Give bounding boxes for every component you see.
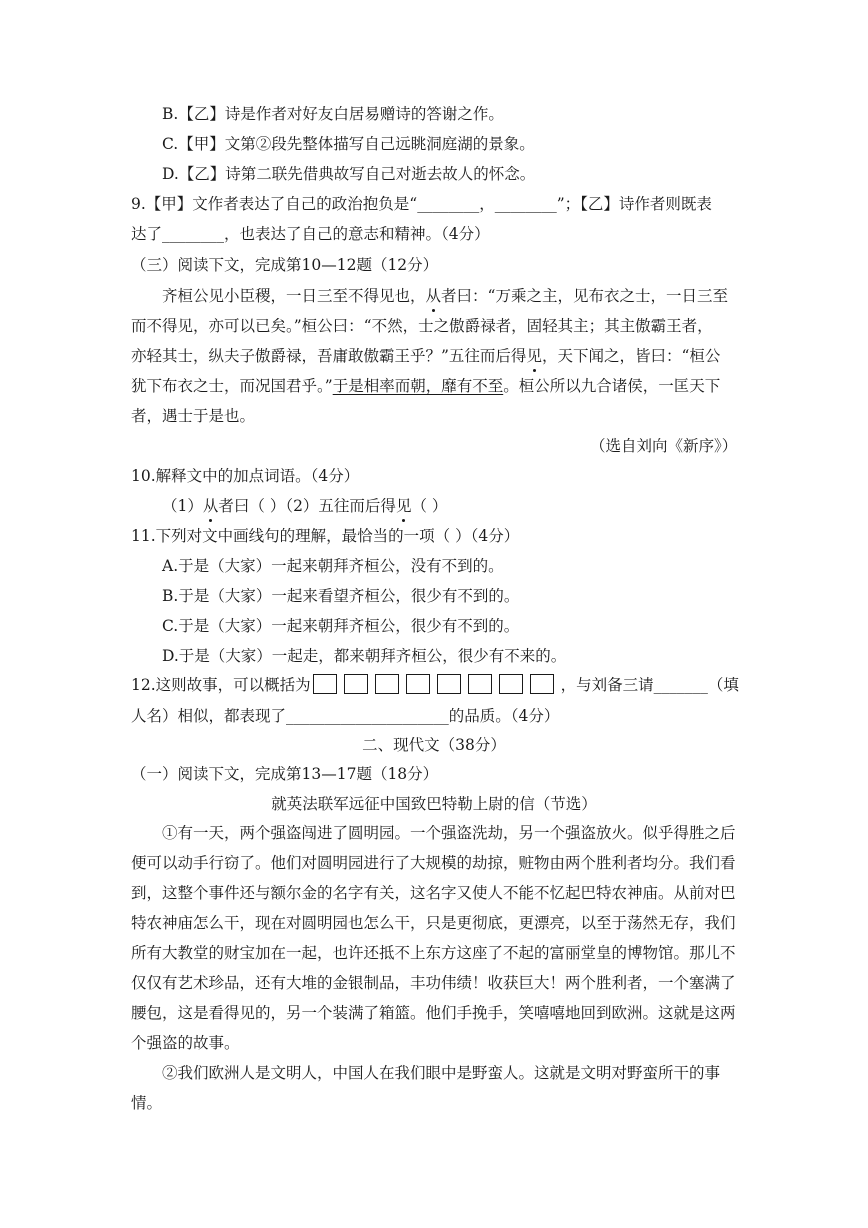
article-title: 就英法联军远征中国致巴特勒上尉的信（节选） <box>271 795 597 813</box>
q11-option-a: A.于是（大家）一起来朝拜齐桓公，没有不到的。 <box>162 557 504 575</box>
dotted-word-cong: 从 <box>202 497 219 515</box>
q12-line-1 <box>131 674 739 696</box>
passage-source: （选自刘向《新序》） <box>590 437 738 455</box>
answer-box[interactable] <box>344 674 368 694</box>
passage-text: 犹下布衣之士，而况国君乎。” <box>131 377 333 395</box>
q12-lead: 12.这则故事，可以概括为 <box>131 676 311 694</box>
dotted-word-jian: 见 <box>526 347 542 365</box>
dotted-word-jian: 见 <box>395 497 412 515</box>
passage-text: 者曰：“万乘之主，见布衣之士，一日三至 <box>441 287 728 305</box>
q9-line-2: 达了________，也表达了自己的意志和精神。（4分） <box>131 225 490 243</box>
q8-option-c: C.【甲】文第②段先整体描写自己远眺洞庭湖的景象。 <box>162 135 535 153</box>
answer-box[interactable] <box>468 674 492 694</box>
passage-line-5: 者，遇士于是也。 <box>131 407 256 425</box>
q12-tail: ，与刘备三请_______（填 <box>560 676 739 694</box>
passage-text: 亦轻其士，纵夫子傲爵禄，吾庸敢傲霸王乎？”五往而后得 <box>131 347 527 365</box>
q10-stem: 10.解释文中的加点词语。（4分） <box>131 467 360 485</box>
answer-box[interactable] <box>499 674 523 694</box>
para1-line: ①有一天，两个强盗闯进了圆明园。一个强盗洗劫，另一个强盗放火。似乎得胜之后 <box>162 824 736 842</box>
dotted-word-cong: 从 <box>425 287 442 305</box>
q11-option-d: D.于是（大家）一起走，都来朝拜齐桓公，很少有不来的。 <box>162 647 567 665</box>
q11-stem: 11.下列对文中画线句的理解，最恰当的一项（ ）（4分） <box>131 527 520 545</box>
answer-box[interactable] <box>313 674 337 694</box>
passage-text: 。桓公所以九合诸侯，一匡天下 <box>503 377 721 395</box>
q8-option-b: B.【乙】诗是作者对好友白居易赠诗的答谢之作。 <box>162 105 504 123</box>
para1-line: 到，这整个事件还与额尔金的名字有关，这名字又使人不能不忆起巴特农神庙。从前对巴 <box>131 884 736 902</box>
answer-box[interactable] <box>406 674 430 694</box>
passage-line-1 <box>162 285 728 307</box>
para1-line: 便可以动手行窃了。他们对圆明园进行了大规模的劫掠，赃物由两个胜利者均分。我们看 <box>131 854 736 872</box>
passage-line-2: 而不得见，亦可以已矣。”桓公曰：“不然，士之傲爵禄者，固轻其主；其主傲霸王者， <box>131 317 713 335</box>
answer-box[interactable] <box>375 674 399 694</box>
answer-boxes <box>313 674 561 696</box>
underlined-sentence: 于是相率而朝，靡有不至 <box>332 377 504 395</box>
q12-line-2: 人名）相似，都表现了_____________________的品质。（4分） <box>131 707 560 725</box>
para1-line: 特农神庙怎么干，现在对圆明园也怎么干，只是更彻底，更漂亮，以至于荡然无存，我们 <box>131 914 736 932</box>
part-2-subheading: （一）阅读下文，完成第13—17题（18分） <box>131 765 439 783</box>
para1-line: 个强盗的故事。 <box>131 1034 240 1052</box>
para1-line: 腰包，这是看得见的，另一个装满了箱篮。他们手挽手，笑嘻嘻地回到欧洲。这就是这两 <box>131 1004 736 1022</box>
passage-line-4 <box>131 375 720 397</box>
para1-line: 所有大教堂的财宝加在一起，也许还抵不上东方这座了不起的富丽堂皇的博物馆。那儿不 <box>131 944 736 962</box>
q10-text: （1） <box>162 497 203 515</box>
passage-line-3 <box>131 345 720 367</box>
answer-box[interactable] <box>530 674 554 694</box>
section-3-heading: （三）阅读下文，完成第10—12题（12分） <box>131 256 439 274</box>
q11-option-b: B.于是（大家）一起来看望齐桓公，很少有不到的。 <box>162 587 520 605</box>
para2-line: 情。 <box>131 1094 163 1112</box>
para2-line: ②我们欧洲人是文明人，中国人在我们眼中是野蛮人。这就是文明对野蛮所干的事 <box>162 1064 721 1082</box>
q10-items <box>162 495 447 517</box>
q10-text: 者曰（ ）（2）五往而后得 <box>218 497 396 515</box>
answer-box[interactable] <box>437 674 461 694</box>
para1-line: 仅仅有艺术珍品，还有大堆的金银制品，丰功伟绩！收获巨大！两个胜利者，一个塞满了 <box>131 974 736 992</box>
q8-option-d: D.【乙】诗第二联先借典故写自己对逝去故人的怀念。 <box>162 165 536 183</box>
part-2-heading: 二、现代文（38分） <box>362 736 506 754</box>
q11-option-c: C.于是（大家）一起来朝拜齐桓公，很少有不到的。 <box>162 617 520 635</box>
passage-text: ，天下闻之，皆曰：“桓公 <box>541 347 721 365</box>
q9-line-1: 9.【甲】文作者表达了自己的政治抱负是“________，________”；【乙】诗作者则既表 <box>131 195 712 213</box>
passage-text: 齐桓公见小臣稷，一日三至不得见也， <box>162 287 426 305</box>
q10-text: （ ） <box>411 497 448 515</box>
